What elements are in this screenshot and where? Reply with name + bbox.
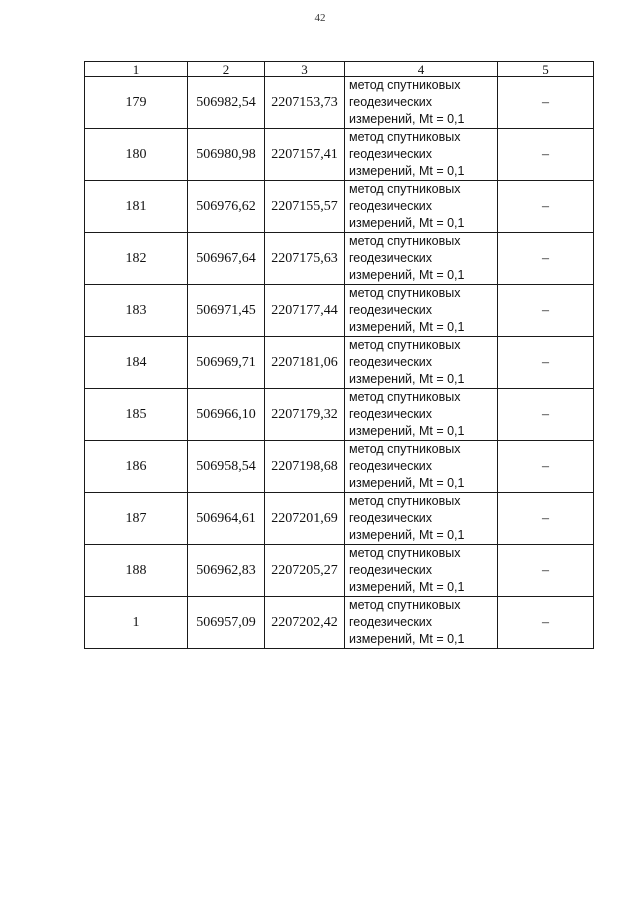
note-cell: – <box>498 389 594 441</box>
method-text-line: геодезических <box>349 95 433 109</box>
point-number-cell: 183 <box>85 285 188 337</box>
method-cell <box>345 129 498 181</box>
method-text-line: метод спутниковых <box>349 182 461 196</box>
x-coordinate-cell: 506969,71 <box>188 337 265 389</box>
method-cell <box>345 181 498 233</box>
x-coordinate-cell: 506980,98 <box>188 129 265 181</box>
note-cell: – <box>498 233 594 285</box>
note-cell: – <box>498 181 594 233</box>
note-cell: – <box>498 129 594 181</box>
y-coordinate-cell: 2207198,68 <box>265 441 345 493</box>
method-text-line: метод спутниковых <box>349 442 461 456</box>
method-cell <box>345 285 498 337</box>
x-coordinate-cell: 506982,54 <box>188 77 265 129</box>
method-text-line: геодезических <box>349 303 433 317</box>
table-row <box>85 181 594 233</box>
y-coordinate-cell: 2207153,73 <box>265 77 345 129</box>
method-text-line: метод спутниковых <box>349 78 461 92</box>
method-text-line: геодезических <box>349 355 433 369</box>
table-header <box>85 62 594 77</box>
method-text-line: геодезических <box>349 615 433 629</box>
note-cell: – <box>498 441 594 493</box>
method-cell <box>345 77 498 129</box>
method-cell <box>345 597 498 649</box>
method-text-line: геодезических <box>349 511 433 525</box>
method-text-line: геодезических <box>349 563 433 577</box>
method-text-line: измерений, Mt = 0,1 <box>349 112 465 126</box>
table-row <box>85 545 594 597</box>
note-cell: – <box>498 597 594 649</box>
column-header-2: 2 <box>188 62 265 77</box>
method-text-line: измерений, Mt = 0,1 <box>349 528 465 542</box>
method-text-line: метод спутниковых <box>349 546 461 560</box>
table-row <box>85 129 594 181</box>
y-coordinate-cell: 2207205,27 <box>265 545 345 597</box>
note-cell: – <box>498 545 594 597</box>
table-row <box>85 389 594 441</box>
method-text-line: геодезических <box>349 459 433 473</box>
y-coordinate-cell: 2207179,32 <box>265 389 345 441</box>
point-number-cell: 180 <box>85 129 188 181</box>
method-text-line: метод спутниковых <box>349 598 461 612</box>
y-coordinate-cell: 2207175,63 <box>265 233 345 285</box>
method-text-line: измерений, Mt = 0,1 <box>349 424 465 438</box>
method-text-line: геодезических <box>349 147 433 161</box>
column-header-4: 4 <box>345 62 498 77</box>
point-number-cell: 182 <box>85 233 188 285</box>
x-coordinate-cell: 506958,54 <box>188 441 265 493</box>
method-text-line: измерений, Mt = 0,1 <box>349 268 465 282</box>
method-cell <box>345 441 498 493</box>
y-coordinate-cell: 2207177,44 <box>265 285 345 337</box>
table-row <box>85 597 594 649</box>
method-cell <box>345 337 498 389</box>
method-text-line: геодезических <box>349 251 433 265</box>
point-number-cell: 186 <box>85 441 188 493</box>
method-cell <box>345 493 498 545</box>
x-coordinate-cell: 506964,61 <box>188 493 265 545</box>
y-coordinate-cell: 2207157,41 <box>265 129 345 181</box>
method-cell <box>345 545 498 597</box>
column-header-3: 3 <box>265 62 345 77</box>
method-text-line: метод спутниковых <box>349 338 461 352</box>
table-row <box>85 285 594 337</box>
method-text-line: измерений, Mt = 0,1 <box>349 320 465 334</box>
column-header-5: 5 <box>498 62 594 77</box>
point-number-cell: 188 <box>85 545 188 597</box>
x-coordinate-cell: 506967,64 <box>188 233 265 285</box>
method-text-line: измерений, Mt = 0,1 <box>349 476 465 490</box>
point-number-cell: 181 <box>85 181 188 233</box>
note-cell: – <box>498 493 594 545</box>
method-cell <box>345 389 498 441</box>
coordinates-table <box>84 61 594 649</box>
table-row <box>85 233 594 285</box>
point-number-cell: 187 <box>85 493 188 545</box>
y-coordinate-cell: 2207155,57 <box>265 181 345 233</box>
method-text-line: метод спутниковых <box>349 494 461 508</box>
table-body <box>85 77 594 649</box>
method-cell <box>345 233 498 285</box>
y-coordinate-cell: 2207202,42 <box>265 597 345 649</box>
method-text-line: геодезических <box>349 407 433 421</box>
note-cell: – <box>498 77 594 129</box>
method-text-line: геодезических <box>349 199 433 213</box>
method-text-line: измерений, Mt = 0,1 <box>349 580 465 594</box>
x-coordinate-cell: 506962,83 <box>188 545 265 597</box>
x-coordinate-cell: 506976,62 <box>188 181 265 233</box>
note-cell: – <box>498 337 594 389</box>
method-text-line: метод спутниковых <box>349 286 461 300</box>
point-number-cell: 185 <box>85 389 188 441</box>
x-coordinate-cell: 506966,10 <box>188 389 265 441</box>
method-text-line: измерений, Mt = 0,1 <box>349 216 465 230</box>
point-number-cell: 1 <box>85 597 188 649</box>
x-coordinate-cell: 506957,09 <box>188 597 265 649</box>
x-coordinate-cell: 506971,45 <box>188 285 265 337</box>
table-row <box>85 441 594 493</box>
method-text-line: метод спутниковых <box>349 234 461 248</box>
header-row <box>85 62 594 77</box>
method-text-line: измерений, Mt = 0,1 <box>349 164 465 178</box>
y-coordinate-cell: 2207201,69 <box>265 493 345 545</box>
table-row <box>85 337 594 389</box>
method-text-line: метод спутниковых <box>349 390 461 404</box>
point-number-cell: 179 <box>85 77 188 129</box>
table-row <box>85 77 594 129</box>
note-cell: – <box>498 285 594 337</box>
method-text-line: измерений, Mt = 0,1 <box>349 372 465 386</box>
method-text-line: метод спутниковых <box>349 130 461 144</box>
y-coordinate-cell: 2207181,06 <box>265 337 345 389</box>
column-header-1: 1 <box>85 62 188 77</box>
page-number: 42 <box>314 12 326 24</box>
point-number-cell: 184 <box>85 337 188 389</box>
table-row <box>85 493 594 545</box>
method-text-line: измерений, Mt = 0,1 <box>349 632 465 646</box>
